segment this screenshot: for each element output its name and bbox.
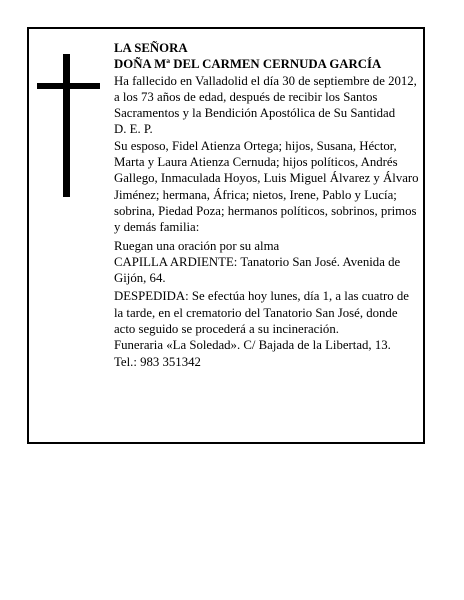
death-announcement: Ha fallecido en Valladolid el día 30 de septiembre de 2012, a los 73 años de edad, después de recibir los Santos Sacramentos y la Bendición Apostólica de Su Santidad	[114, 73, 417, 121]
family-list: Su esposo, Fidel Atienza Ortega; hijos, Susana, Héctor, Marta y Laura Atienza Cernuda; hijos políticos, Andrés Gallego, Inmaculada Hoyos, Luis Miguel Álvarez y Álvaro Jiménez; hermana, África; nietos, Irene, Pablo y Lucía; sobrina, Piedad Poza; hermanos políticos, sobrinos, primos y demás familia:	[114, 138, 419, 235]
funeral-home: Funeraria «La Soledad». C/ Bajada de la Libertad, 13.	[114, 338, 391, 353]
chapel-info: CAPILLA ARDIENTE: Tanatorio San José. Avenida de Gijón, 64.	[114, 254, 401, 286]
farewell-info: DESPEDIDA: Se efectúa hoy lunes, día 1, a las cuatro de la tarde, en el crematorio del Tanatorio San José, donde acto seguido se procederá a su incineración.	[114, 289, 409, 337]
cross-horizontal-bar	[37, 83, 100, 89]
cross-icon	[37, 54, 100, 197]
title-line: LA SEÑORA	[114, 41, 188, 55]
deceased-name: DOÑA Mª DEL CARMEN CERNUDA GARCÍA	[114, 57, 382, 72]
prayer-request: Ruegan una oración por su alma	[114, 238, 280, 253]
cross-vertical-bar	[63, 54, 70, 197]
phone-number: Tel.: 983 351342	[114, 354, 201, 369]
dep-line: D. E. P.	[114, 122, 153, 137]
obituary-text	[114, 40, 420, 370]
